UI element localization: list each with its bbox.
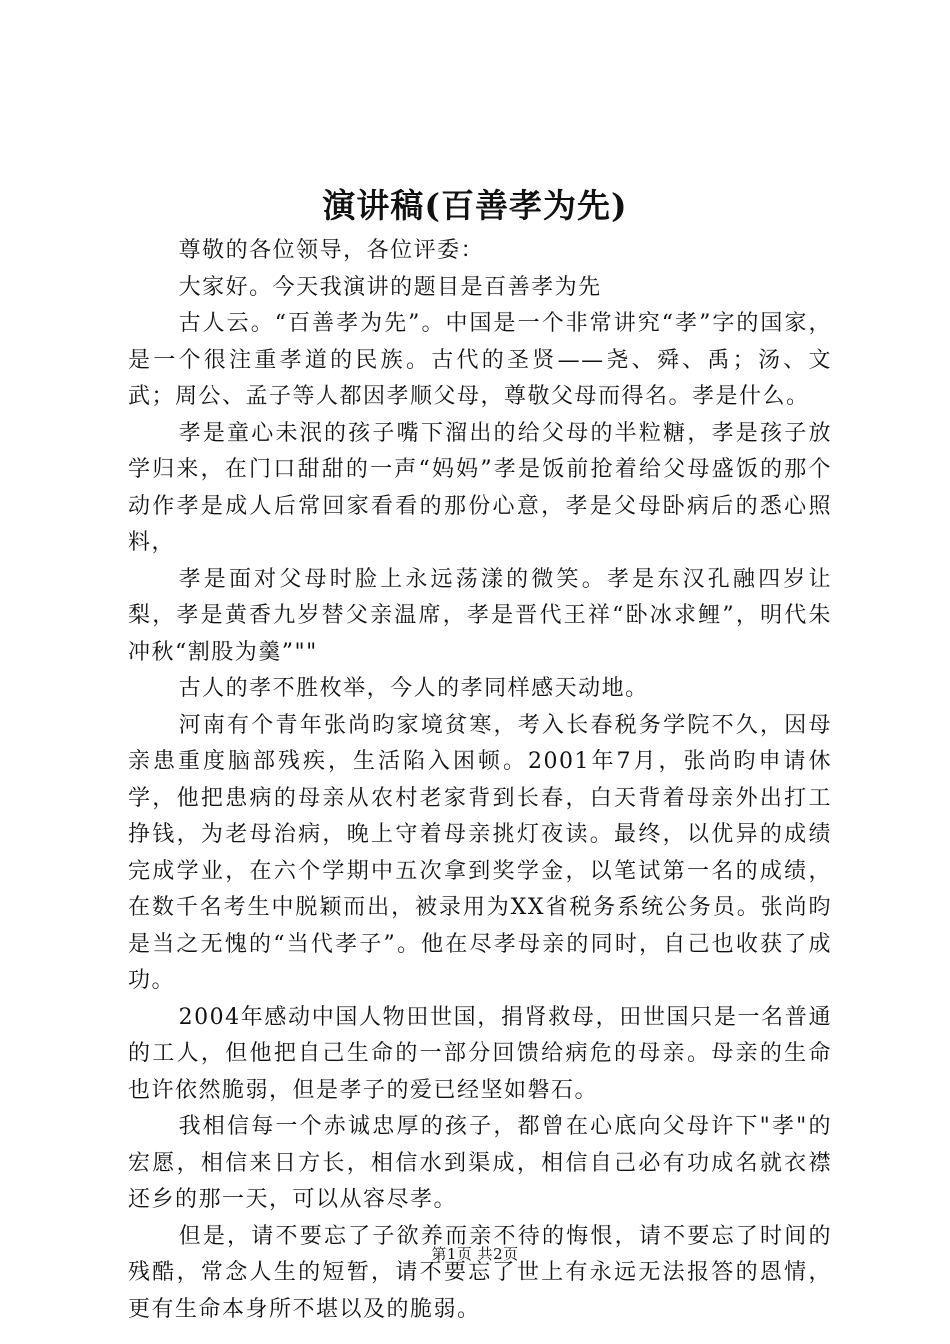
document-body bbox=[128, 233, 832, 1328]
paragraph-intro: 大家好。今天我演讲的题目是百善孝为先 bbox=[178, 274, 602, 300]
paragraph: 孝是面对父母时脸上永远荡漾的微笑。孝是东汉孔融四岁让梨，孝是黄香九岁替父亲温席，孝是晋代王祥“卧冰求鲤”，明代朱冲秋“割股为羹”"" bbox=[128, 566, 832, 665]
paragraph: 河南有个青年张尚昀家境贫寒，考入长春税务学院不久，因母亲患重度脑部残疾，生活陷入困顿。2001年7月，张尚昀申请休学，他把患病的母亲从农村老家背到长春，白天背着母亲外出打工挣钱，为老母治病，晚上守着母亲挑灯夜读。最终，以优异的成绩完成学业，在六个学期中五次拿到奖学金，以笔试第一名的成绩，在数千名考生中脱颖而出，被录用为XX省税务系统公务员。张尚昀是当之无愧的“当代孝子”。他在尽孝母亲的同时，自己也收获了成功。 bbox=[128, 712, 832, 993]
paragraph: 2004年感动中国人物田世国，捐肾救母，田世国只是一名普通的工人，但他把自己生命的一部分回馈给病危的母亲。母亲的生命也许依然脆弱，但是孝子的爱已经坚如磐石。 bbox=[128, 1004, 832, 1103]
paragraph: 但是，请不要忘了子欲养而亲不待的悔恨，请不要忘了时间的残酷，常念人生的短暂，请不要忘了世上有永远无法报答的恩情，更有生命本身所不堪以及的脆弱。 bbox=[128, 1223, 832, 1322]
paragraph: 我相信每一个赤诚忠厚的孩子，都曾在心底向父母许下"孝"的宏愿，相信来日方长，相信水到渠成，相信自己必有功成名就衣襟还乡的那一天，可以从容尽孝。 bbox=[128, 1114, 832, 1212]
page-number-footer: 第1页 共2页 bbox=[431, 1245, 519, 1263]
paragraph: 孝是童心未泯的孩子嘴下溜出的给父母的半粒糖，孝是孩子放学归来，在门口甜甜的一声“妈妈”孝是饭前抢着给父母盛饭的那个动作孝是成人后常回家看看的那份心意，孝是父母卧病后的悉心照料， bbox=[128, 420, 832, 555]
paragraph: 古人云。“百善孝为先”。中国是一个非常讲究“孝”字的国家，是一个很注重孝道的民族。古代的圣贤——尧、舜、禹；汤、文武；周公、孟子等人都因孝顺父母，尊敬父母而得名。孝是什么。 bbox=[128, 311, 832, 409]
paragraph: 古人的孝不胜枚举，今人的孝同样感天动地。 bbox=[178, 676, 649, 701]
document-title: 演讲稿(百善孝为先) bbox=[322, 186, 628, 225]
paragraph-greeting: 尊敬的各位领导，各位评委： bbox=[178, 238, 485, 263]
